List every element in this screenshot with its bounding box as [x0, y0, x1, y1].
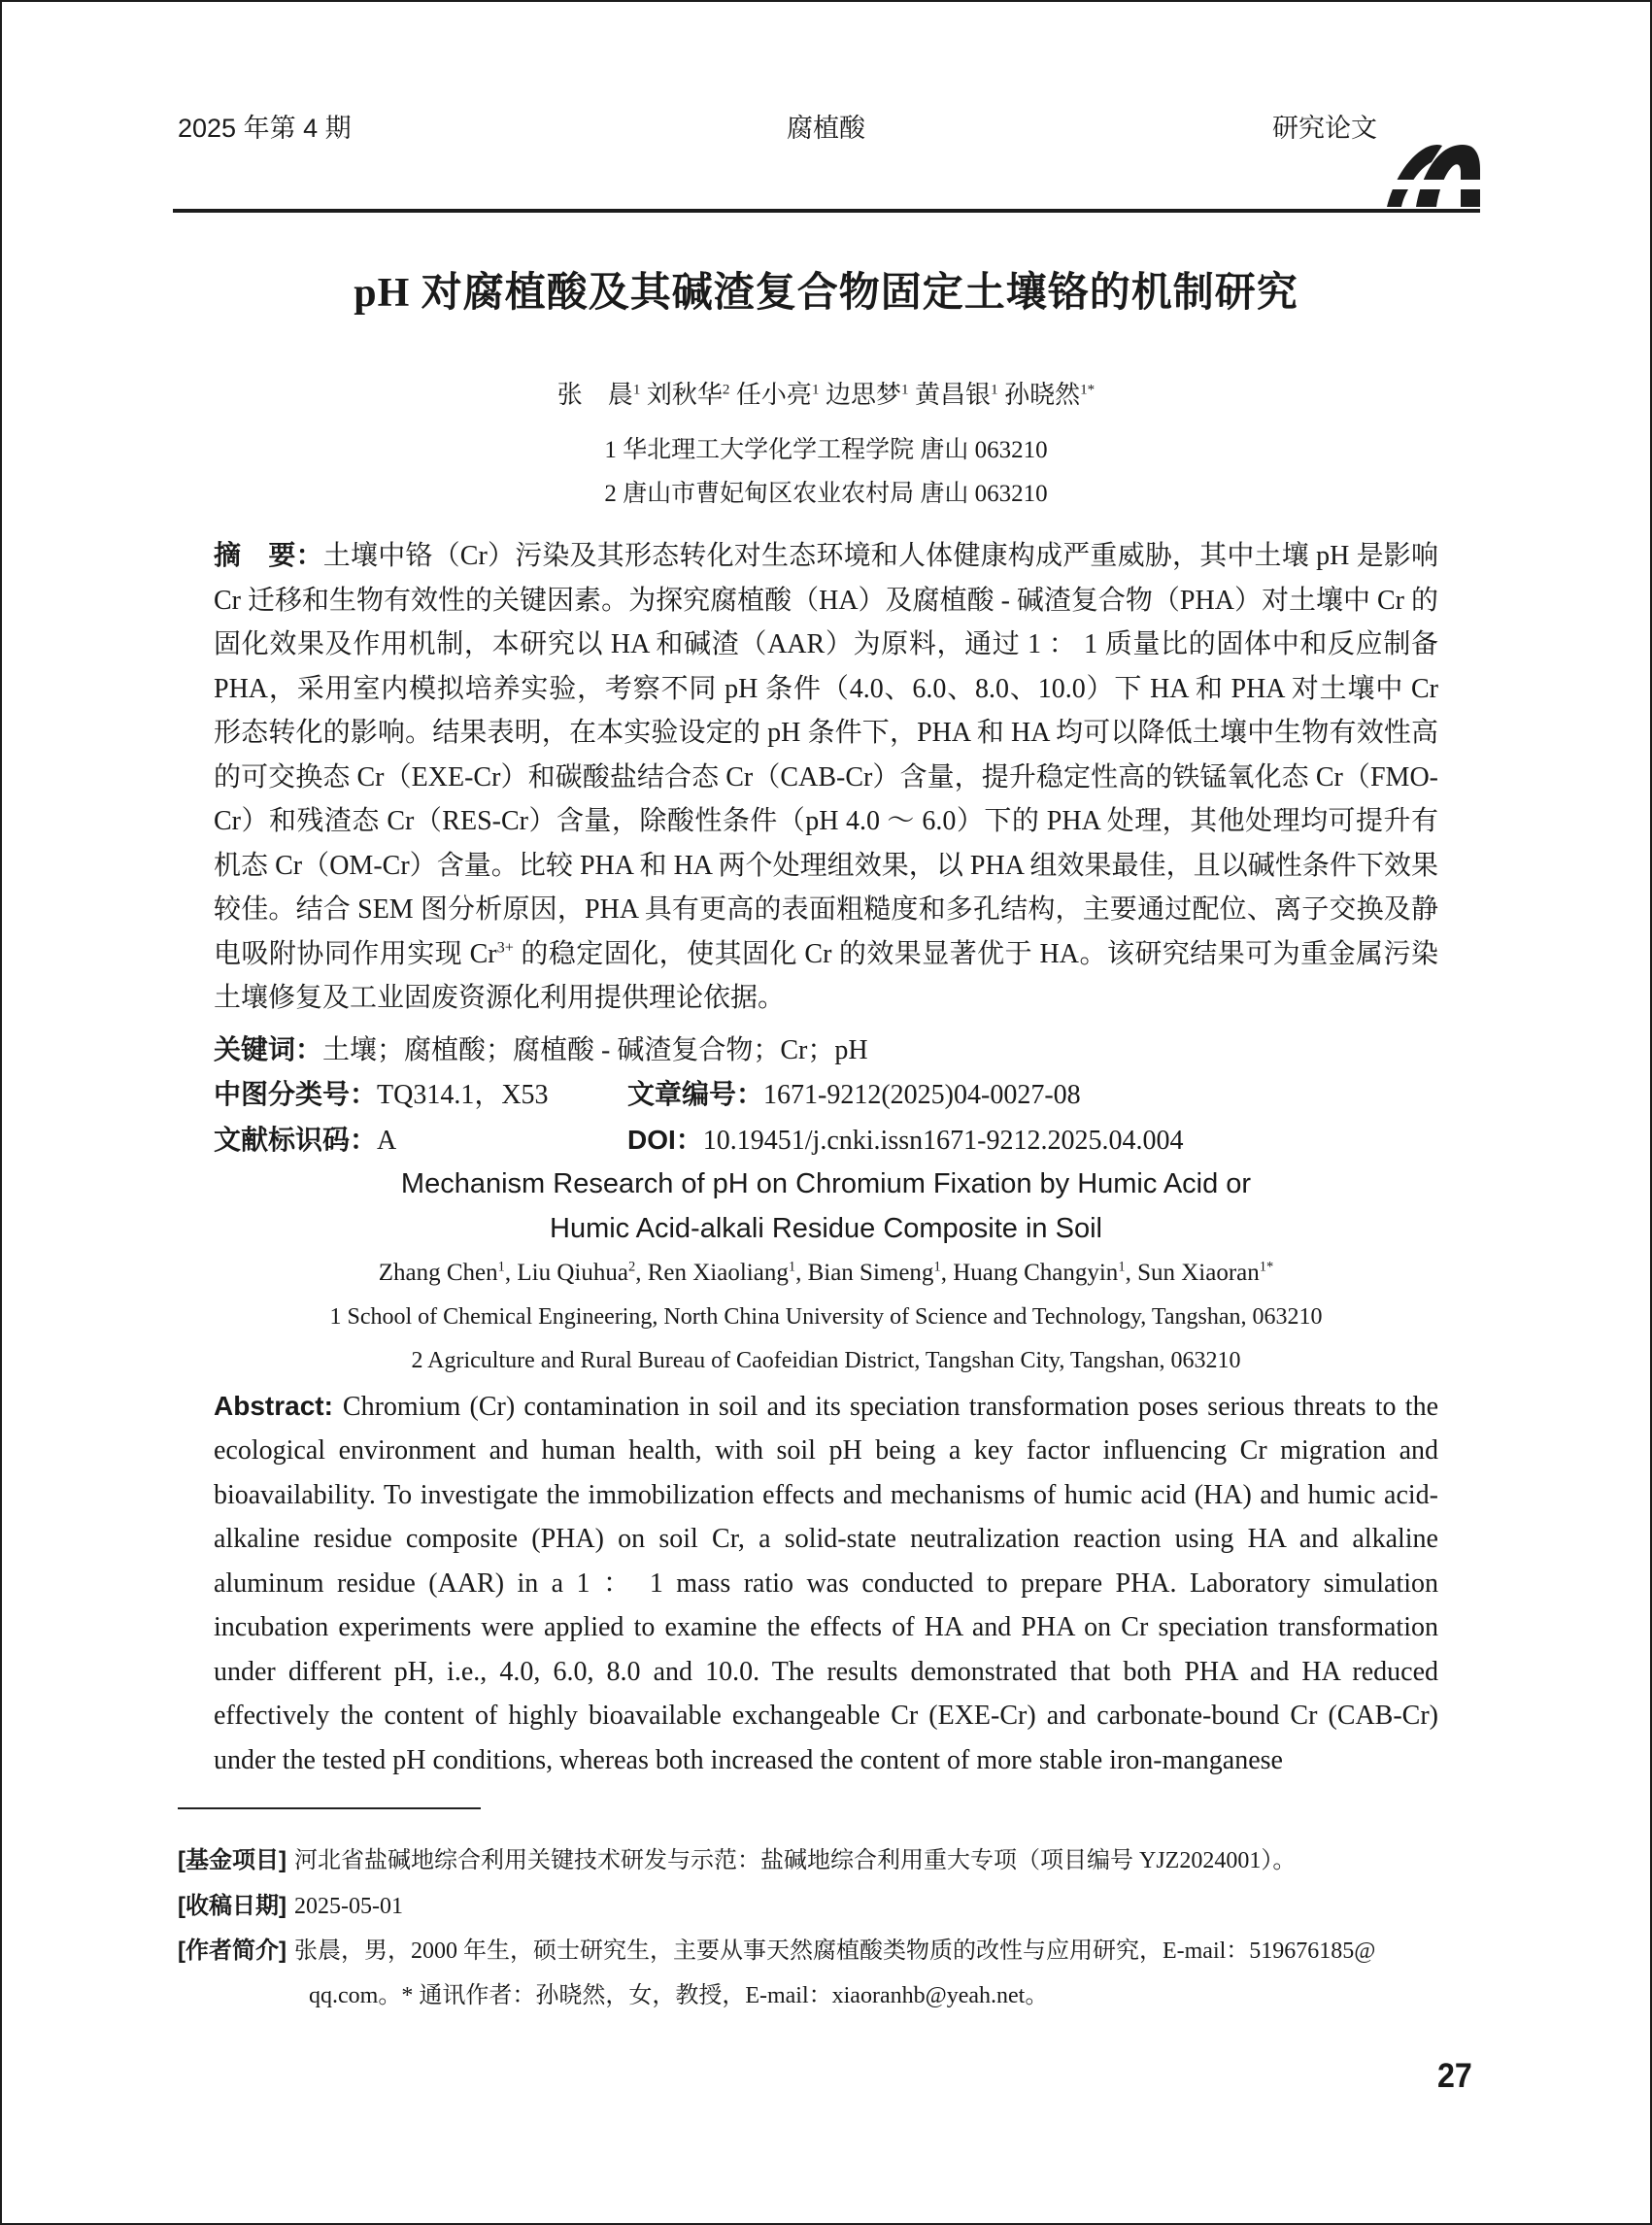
author-name: Huang Changyin — [953, 1260, 1119, 1286]
keywords-cn-label: 关键词： — [214, 1033, 323, 1064]
author-name: Liu Qiuhua — [517, 1260, 628, 1286]
header-issue: 2025 年第 4 期 — [178, 114, 352, 143]
keywords-cn — [214, 1028, 1438, 1073]
author-name: 刘秋华 — [646, 381, 723, 409]
paper-title-en-line2: Humic Acid-alkali Residue Composite in Soil — [550, 1212, 1102, 1244]
article-id-label: 文章编号： — [627, 1079, 764, 1109]
author-name: Zhang Chen — [378, 1260, 498, 1286]
authors-en: Zhang Chen$^1$, Liu Qiuhua$^2$, Ren Xiaoliang$^1$, Bian Simeng$^1$, Huang Changyin$^1$, Sun Xiaoran$^{1*}$ — [378, 1259, 1274, 1286]
affiliation-cn-2: 2 唐山市曹妃甸区农业农村局 唐山 063210 — [604, 481, 1048, 507]
author-superscript: 1 — [497, 1259, 505, 1275]
article-id-value: 1671-9212(2025)04-0027-08 — [763, 1080, 1081, 1110]
head-block — [0, 260, 1652, 516]
footnote-fund-text: 河北省盐碱地综合利用关键技术研发与示范：盐碱地综合利用重大专项（项目编号 YJZ2024001）。 — [293, 1848, 1297, 1873]
author-name: Ren Xiaoliang — [647, 1260, 789, 1286]
affiliation-cn-1: 1 华北理工大学化学工程学院 唐山 063210 — [604, 437, 1048, 463]
abstract-cn-text: 土壤中铬（Cr）污染及其形态转化对生态环境和人体健康构成严重威胁，其中土壤 pH 是影响 Cr 迁移和生物有效性的关键因素。为探究腐植酸（HA）及腐植酸 - 碱渣复合物（PHA）对土壤中 Cr 的固化效果及作用机制，本研究以 HA 和碱渣（AAR）为原料，通过 1 ： 1 质量比的固体中和反应制备 PHA，采用室内模拟培养实验，考察不同 pH 条件（4.0、6.0、8.0、10.0）下 HA 和 PHA 对土壤中 Cr 形态转化的影响。结果表明，在本实验设定的 pH 条件下，PHA 和 HA 均可以降低土壤中生物有效性高的可交换态 Cr（EXE-Cr）和碳酸盐结合态 Cr（CAB-Cr）含量，提升稳定性高的铁锰氧化态 Cr（FMO-Cr）和残渣态 Cr（RES-Cr）含量，除酸性条件（pH 4.0 ～ 6.0）下的 PHA 处理，其他处理均可提升有机态 Cr（OM-Cr）含量。比较 PHA 和 HA 两个处理组效果，以 PHA 组效果最佳，且以碱性条件下效果较佳。结合 SEM 图分析原因，PHA 具有更高的表面粗糙度和多孔结构，主要通过配位、离子交换及静电吸附协同作用实现 Cr — [214, 541, 1438, 969]
abstract-en — [214, 1384, 1438, 1783]
abstract-en-label: Abstract: — [214, 1390, 333, 1421]
meta-line-clc — [214, 1072, 1438, 1118]
author-superscript: 1 — [1118, 1259, 1126, 1275]
author-superscript: 2 — [627, 1259, 636, 1275]
abstract-cn-label: 摘 要： — [214, 540, 323, 570]
author-superscript: 1* — [1080, 382, 1096, 398]
author-name: 黄昌银 — [915, 381, 992, 409]
footnote-bio-label: [作者简介] — [178, 1938, 287, 1964]
author-superscript: 1* — [1259, 1259, 1274, 1275]
author-name: Bian Simeng — [807, 1260, 934, 1286]
meta-line-doi — [214, 1118, 1438, 1163]
doi-label: DOI： — [627, 1124, 703, 1155]
author-superscript: 1 — [788, 1259, 796, 1275]
affiliation-en-1: 1 School of Chemical Engineering, North China University of Science and Technology, Tangshan, 063210 — [329, 1303, 1323, 1330]
journal-logo-icon — [1387, 143, 1480, 207]
footnote-author-bio — [178, 1929, 1479, 1974]
footnote-fund — [178, 1838, 1479, 1884]
footnote-fund-label: [基金项目] — [178, 1847, 287, 1873]
abstract-cn — [214, 533, 1438, 1021]
affiliation-en-2: 2 Agriculture and Rural Bureau of Caofeidian District, Tangshan City, Tangshan, 063210 — [411, 1348, 1241, 1373]
footnote-author-bio-continued: qq.com。* 通讯作者：孙晓然，女，教授，E-mail：xiaoranhb@yeah.net。 — [309, 1982, 1049, 2008]
footnote-received-text: 2025-05-01 — [293, 1893, 403, 1919]
author-superscript: 1 — [811, 382, 820, 398]
author-superscript: 1 — [901, 382, 909, 398]
footnote-divider — [178, 1807, 481, 1809]
header-rule — [173, 209, 1480, 213]
footnotes — [178, 1807, 1479, 2018]
main-column — [214, 533, 1438, 1782]
header-journal-name: 腐植酸 — [787, 114, 865, 143]
footnote-received-date — [178, 1884, 1479, 1930]
footnote-bio-text: 张晨，男，2000 年生，硕士研究生，主要从事天然腐植酸类物质的改性与应用研究，E-mail：519676185@ — [293, 1938, 1376, 1964]
clc-value: TQ314.1，X53 — [377, 1080, 549, 1110]
abstract-cn-superscript: 3+ — [496, 938, 514, 957]
author-name: 任小亮 — [735, 381, 812, 409]
author-name: 边思梦 — [825, 381, 901, 409]
keywords-cn-text: 土壤；腐植酸；腐植酸 - 碱渣复合物；Cr；pH — [322, 1034, 868, 1065]
abstract-cn-text-b: 的稳定固化，使其固化 Cr 的效果显著优于 HA。该研究结果可为重金属污染土壤修复及工业固废资源化利用提供理论依据。 — [214, 938, 1438, 1013]
author-name: Sun Xiaoran — [1137, 1260, 1260, 1286]
clc-label: 中图分类号： — [214, 1079, 378, 1109]
paper-title-cn: pH 对腐植酸及其碱渣复合物固定土壤铬的机制研究 — [354, 271, 1298, 316]
author-name: 孙晓然 — [1004, 381, 1081, 409]
page-number: 27 — [1437, 2057, 1472, 2095]
author-name: 张 晨 — [556, 381, 633, 409]
author-superscript: 2 — [722, 382, 730, 398]
doc-code-value: A — [377, 1125, 397, 1156]
doc-code-label: 文献标识码： — [214, 1124, 378, 1155]
doi-value: 10.19451/j.cnki.issn1671-9212.2025.04.004 — [702, 1125, 1184, 1156]
abstract-en-text: Chromium (Cr) contamination in soil and its speciation transformation poses serious threats to the ecological environment and human health, with soil pH being a key factor influencing Cr migration and bioavailability. To investigate the immobilization effects and mechanisms of humic acid (HA) and humic acid-alkaline residue composite (PHA) on soil Cr, a solid-state neutralization reaction using HA and alkaline aluminum residue (AAR) in a 1 ： 1 mass ratio was conducted to prepare PHA. Laboratory simulation incubation experiments were applied to examine the effects of HA and PHA on Cr speciation transformation under different pH, i.e., 4.0, 6.0, 8.0 and 10.0. The results demonstrated that both PHA and HA reduced effectively the content of highly bioavailable exchangeable Cr (EXE-Cr) and carbonate-bound Cr (CAB-Cr) under the tested pH conditions, whereas both increased the content of more stable iron-manganese — [214, 1391, 1438, 1775]
header-section-label: 研究论文 — [1272, 114, 1377, 143]
author-superscript: 1 — [991, 382, 998, 398]
footnote-received-label: [收稿日期] — [178, 1892, 287, 1919]
paper-title-en-line1: Mechanism Research of pH on Chromium Fixation by Humic Acid or — [400, 1168, 1252, 1199]
author-superscript: 1 — [933, 1259, 941, 1275]
authors-cn — [0, 375, 1652, 411]
author-superscript: 1 — [632, 382, 641, 398]
